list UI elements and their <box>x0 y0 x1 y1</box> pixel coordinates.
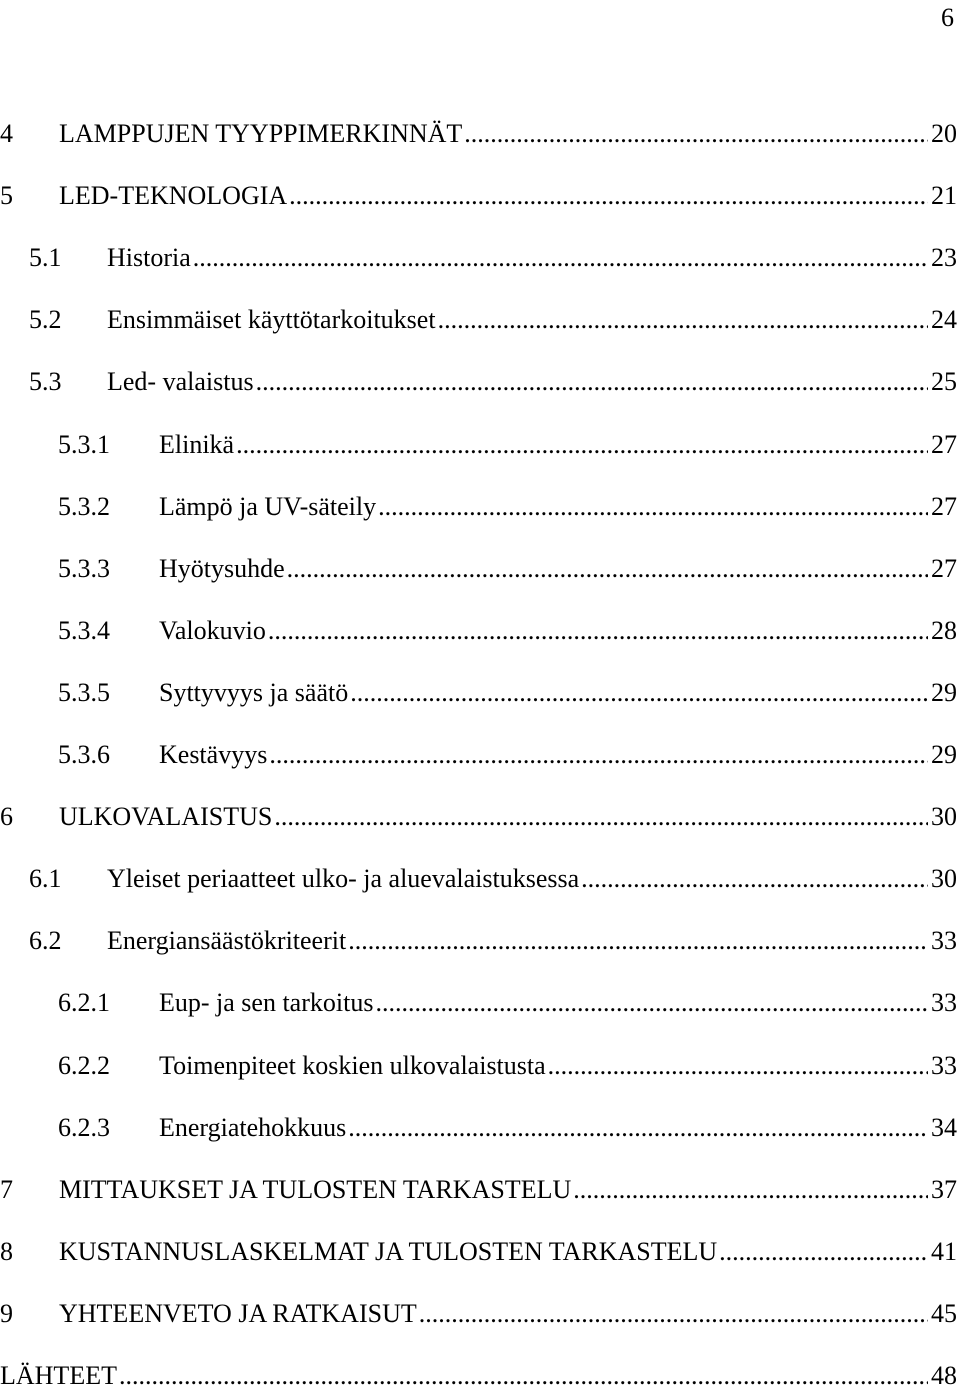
toc-entry-page: 33 <box>931 988 957 1017</box>
toc-entry-page: 33 <box>931 1051 957 1080</box>
toc-dot-leader <box>287 551 928 587</box>
toc-entry[interactable] <box>0 116 957 152</box>
toc-entry-number: 4 <box>0 119 13 148</box>
toc-entry[interactable] <box>0 240 957 276</box>
toc-entry-number: 8 <box>0 1237 13 1266</box>
toc-entry[interactable] <box>0 1234 957 1270</box>
toc-entry[interactable] <box>0 1358 957 1394</box>
toc-entry-title: Ensimmäiset käyttötarkoitukset <box>107 305 436 334</box>
toc-entry-number: 5.3.6 <box>58 740 110 769</box>
toc-dot-leader <box>193 240 928 276</box>
toc-entry-number: 5.2 <box>29 305 62 334</box>
toc-dot-leader <box>269 737 928 773</box>
toc-entry-number: 6.2.2 <box>58 1051 110 1080</box>
toc-entry-page: 33 <box>931 926 957 955</box>
toc-entry-number: 5.3.2 <box>58 492 110 521</box>
toc-dot-leader <box>119 1358 928 1394</box>
toc-entry-title: LÄHTEET <box>0 1361 117 1390</box>
toc-entry-title: YHTEENVETO JA RATKAISUT <box>59 1299 417 1328</box>
toc-entry-page: 30 <box>931 802 957 831</box>
toc-entry-number: 5.3.5 <box>58 678 110 707</box>
toc-entry[interactable] <box>0 861 957 897</box>
page-number: 6 <box>941 3 954 32</box>
toc-entry[interactable] <box>0 799 957 835</box>
toc-dot-leader <box>348 1110 928 1146</box>
toc-entry-title: Syttyvyys ja säätö <box>159 678 349 707</box>
toc-entry-number: 5.1 <box>29 243 62 272</box>
toc-entry-number: 6.1 <box>29 864 62 893</box>
toc-entry[interactable] <box>0 551 957 587</box>
toc-entry[interactable] <box>0 923 957 959</box>
toc-entry-title: Yleiset periaatteet ulko- ja aluevalaistuksessa <box>107 864 580 893</box>
toc-entry-number: 6.2.3 <box>58 1113 110 1142</box>
toc-dot-leader <box>548 1048 928 1084</box>
toc-dot-leader <box>573 1172 928 1208</box>
toc-entry-number: 6.2 <box>29 926 62 955</box>
toc-entry-title: Elinikä <box>159 430 235 459</box>
toc-entry-page: 29 <box>931 740 957 769</box>
toc-entry-number: 5.3.4 <box>58 616 110 645</box>
toc-entry-title: LAMPPUJEN TYYPPIMERKINNÄT <box>59 119 463 148</box>
toc-entry-title: Led- valaistus <box>107 367 254 396</box>
toc-dot-leader <box>256 364 928 400</box>
toc-entry-number: 5.3.1 <box>58 430 110 459</box>
toc-dot-leader <box>268 613 928 649</box>
toc-entry-page: 29 <box>931 678 957 707</box>
toc-entry-page: 27 <box>931 492 957 521</box>
toc-entry[interactable] <box>0 985 957 1021</box>
toc-entry-number: 9 <box>0 1299 13 1328</box>
toc-entry-title: Hyötysuhde <box>159 554 285 583</box>
toc-entry-page: 30 <box>931 864 957 893</box>
toc-entry-title: Eup- ja sen tarkoitus <box>159 988 374 1017</box>
toc-dot-leader <box>375 985 928 1021</box>
toc-entry-title: Historia <box>107 243 191 272</box>
toc-dot-leader <box>378 489 928 525</box>
toc-dot-leader <box>464 116 928 152</box>
toc-dot-leader <box>274 799 928 835</box>
toc-entry-title: Toimenpiteet koskien ulkovalaistusta <box>159 1051 546 1080</box>
toc-entry-title: Kestävyys <box>159 740 268 769</box>
toc-entry-page: 28 <box>931 616 957 645</box>
toc-entry[interactable] <box>0 737 957 773</box>
toc-dot-leader <box>419 1296 928 1332</box>
toc-entry-page: 20 <box>931 119 957 148</box>
toc-entry-number: 6 <box>0 802 13 831</box>
toc-entry-number: 6.2.1 <box>58 988 110 1017</box>
toc-entry[interactable] <box>0 1048 957 1084</box>
toc-entry-number: 5.3.3 <box>58 554 110 583</box>
toc-entry-page: 45 <box>931 1299 957 1328</box>
toc-entry-page: 21 <box>931 181 957 210</box>
toc-entry-page: 41 <box>931 1237 957 1266</box>
toc-entry[interactable] <box>0 302 957 338</box>
toc-entry-page: 48 <box>931 1361 957 1390</box>
toc-entry-number: 5 <box>0 181 13 210</box>
toc-entry[interactable] <box>0 1110 957 1146</box>
toc-entry[interactable] <box>0 613 957 649</box>
toc-entry-title: MITTAUKSET JA TULOSTEN TARKASTELU <box>59 1175 572 1204</box>
toc-entry-page: 34 <box>931 1113 957 1142</box>
toc-dot-leader <box>438 302 928 338</box>
toc-entry[interactable] <box>0 178 957 214</box>
toc-entry-page: 27 <box>931 430 957 459</box>
toc-entry-title: LED-TEKNOLOGIA <box>59 181 288 210</box>
toc-entry-number: 5.3 <box>29 367 62 396</box>
toc-entry-title: KUSTANNUSLASKELMAT JA TULOSTEN TARKASTELU <box>59 1237 718 1266</box>
toc-dot-leader <box>719 1234 928 1270</box>
toc-entry-title: Valokuvio <box>159 616 266 645</box>
toc-dot-leader <box>236 427 928 463</box>
toc-entry[interactable] <box>0 1172 957 1208</box>
toc-entry[interactable] <box>0 427 957 463</box>
toc-entry-number: 7 <box>0 1175 13 1204</box>
toc-dot-leader <box>289 178 928 214</box>
toc-entry-title: ULKOVALAISTUS <box>59 802 273 831</box>
toc-entry-page: 23 <box>931 243 957 272</box>
toc-entry-page: 24 <box>931 305 957 334</box>
toc-entry[interactable] <box>0 1296 957 1332</box>
toc-entry-page: 25 <box>931 367 957 396</box>
toc-entry[interactable] <box>0 364 957 400</box>
toc-entry[interactable] <box>0 489 957 525</box>
toc-dot-leader <box>581 861 928 897</box>
toc-entry-title: Energiatehokkuus <box>159 1113 347 1142</box>
toc-entry-page: 37 <box>931 1175 957 1204</box>
toc-dot-leader <box>350 675 928 711</box>
toc-entry-title: Lämpö ja UV-säteily <box>159 492 377 521</box>
toc-entry[interactable] <box>0 675 957 711</box>
toc-entry-title: Energiansäästökriteerit <box>107 926 347 955</box>
toc-entry-page: 27 <box>931 554 957 583</box>
toc-dot-leader <box>348 923 928 959</box>
